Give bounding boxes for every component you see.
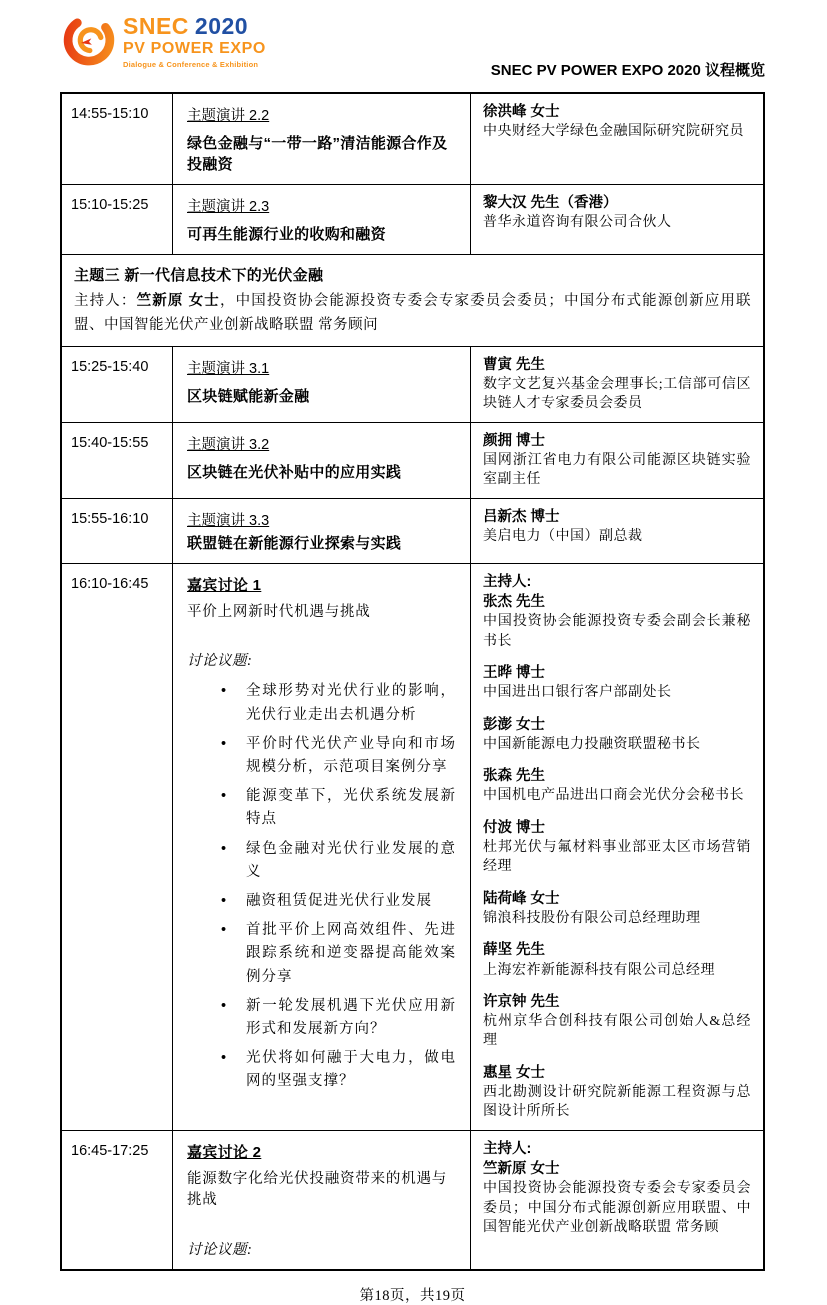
panel-speaker-block: [483, 715, 751, 755]
session-title: 联盟链在新能源行业探索与实践: [187, 534, 402, 552]
session-label: 主题演讲 3.2: [187, 436, 270, 453]
speaker-description: 锦浪科技股份有限公司总经理助理: [483, 910, 701, 926]
logo-snec-text: SNEC: [123, 12, 189, 39]
host-label: 主持人:: [483, 1140, 532, 1157]
table-row: [62, 499, 763, 564]
speaker-cell: [471, 185, 763, 254]
session-cell: [173, 347, 471, 422]
panel-speaker-block: [483, 889, 751, 929]
theme-host-line: [74, 290, 751, 338]
speaker-description: 美启电力（中国）副总裁: [483, 528, 643, 544]
speaker-name: 王晔 博士: [483, 664, 546, 681]
panel-cell: [173, 1131, 471, 1270]
snec-swirl-icon: [60, 10, 118, 73]
page-title: SNEC PV POWER EXPO 2020 议程概览: [490, 62, 765, 79]
discussion-topic: • 平价时代光伏产业导向和市场规模分析，示范项目案例分享: [219, 733, 456, 779]
panel-label: 嘉宾讨论 2: [187, 1143, 262, 1161]
panel-speaker-block: [483, 766, 751, 806]
speaker-description: 数字文艺复兴基金会理事长;工信部可信区块链人才专家委员会委员: [483, 377, 751, 412]
speaker-description: 西北勘测设计研究院新能源工程资源与总图设计所所长: [483, 1085, 751, 1120]
discussion-topic: • 全球形势对光伏行业的影响，光伏行业走出去机遇分析: [219, 680, 456, 726]
panel-topic-title: 平价上网新时代机遇与挑战: [187, 603, 371, 620]
session-label: 主题演讲 2.2: [187, 108, 270, 124]
speaker-name: 吕新杰 博士: [483, 508, 560, 525]
discussion-topic: • 绿色金融对光伏行业发展的意义: [219, 838, 456, 884]
time-cell: 16:45-17:25: [62, 1131, 173, 1270]
host-prefix: 主持人：: [74, 293, 137, 309]
panel-cell: [173, 564, 471, 1130]
panel-speaker-block: [483, 663, 751, 703]
theme-row: [62, 255, 763, 347]
speaker-description: 中国投资协会能源投资专委会专家委员会委员；中国分布式能源创新应用联盟、中国智能光伏产业创新战略联盟 常务顾: [483, 1181, 751, 1235]
panel-speaker-block: [483, 940, 751, 980]
speaker-name: 薛坚 先生: [483, 942, 546, 959]
panel-host-block: [483, 572, 751, 651]
session-label: 主题演讲 3.3: [187, 512, 270, 529]
panel-speakers-cell: [471, 564, 763, 1130]
speaker-cell: [471, 347, 763, 422]
logo-year-text: 2020: [194, 12, 249, 39]
session-cell: [173, 499, 471, 563]
page-header: [60, 10, 765, 84]
logo-line-1: [123, 12, 266, 39]
speaker-description: 中国投资协会能源投资专委会副会长兼秘书长: [483, 614, 751, 649]
discussion-topic: • 能源变革下，光伏系统发展新特点: [219, 785, 456, 831]
speaker-name: 许京钟 先生: [483, 993, 560, 1010]
speaker-name: 黎大汉 先生（香港）: [483, 195, 618, 211]
discussion-topic: • 融资租赁促进光伏行业发展: [219, 890, 456, 913]
speaker-name: 竺新原 女士: [483, 1161, 560, 1178]
host-name: 竺新原 女士: [136, 293, 220, 309]
speaker-description: 杜邦光伏与氟材料事业部亚太区市场营销经理: [483, 840, 751, 875]
speaker-name: 颜拥 博士: [483, 432, 546, 449]
theme-cell: [62, 255, 763, 346]
speaker-description: 中国机电产品进出口商会光伏分会秘书长: [483, 788, 744, 804]
speaker-description: 国网浙江省电力有限公司能源区块链实验室副主任: [483, 453, 751, 488]
speaker-description: 杭州京华合创科技有限公司创始人&总经理: [483, 1014, 751, 1049]
table-row: [62, 185, 763, 255]
speaker-description: 中国进出口银行客户部副处长: [483, 685, 672, 701]
speaker-description: 普华永道咨询有限公司合伙人: [483, 215, 672, 231]
logo-line-2: PV POWER EXPO: [123, 39, 266, 57]
table-row: [62, 347, 763, 423]
agenda-table: [60, 92, 765, 1271]
panel-topic-title: 能源数字化给光伏投融资带来的机遇与挑战: [187, 1170, 448, 1209]
speaker-name: 张杰 先生: [483, 593, 546, 610]
discussion-topic: • 首批平价上网高效组件、先进跟踪系统和逆变器提高能效案例分享: [219, 919, 456, 989]
panel-speaker-block: [483, 1063, 751, 1122]
topics-label: 讨论议题:: [187, 653, 253, 670]
session-cell: [173, 94, 471, 184]
session-label: 主题演讲 3.1: [187, 360, 270, 377]
host-label: 主持人:: [483, 573, 532, 590]
time-cell: 16:10-16:45: [62, 564, 173, 1130]
session-title: 绿色金融与“一带一路”清洁能源合作及投融资: [187, 135, 448, 173]
panel-row: [62, 564, 763, 1131]
panel-speakers-cell: [471, 1131, 763, 1270]
time-cell: 15:10-15:25: [62, 185, 173, 254]
session-cell: [173, 423, 471, 498]
table-row: [62, 423, 763, 499]
time-cell: 15:40-15:55: [62, 423, 173, 498]
snec-logo: [60, 10, 266, 73]
time-cell: 15:55-16:10: [62, 499, 173, 563]
panel-host-block: [483, 1139, 751, 1238]
speaker-cell: [471, 94, 763, 184]
session-cell: [173, 185, 471, 254]
session-title: 区块链赋能新金融: [187, 387, 310, 405]
speaker-description: 中国新能源电力投融资联盟秘书长: [483, 736, 701, 752]
table-row: [62, 94, 763, 185]
speaker-name: 张森 先生: [483, 768, 546, 785]
logo-wordmark: [123, 12, 266, 69]
speaker-name: 惠星 女士: [483, 1064, 546, 1081]
discussion-topic-list: [187, 680, 456, 1093]
speaker-cell: [471, 423, 763, 498]
speaker-name: 彭澎 女士: [483, 716, 546, 733]
time-cell: 15:25-15:40: [62, 347, 173, 422]
topics-label: 讨论议题:: [187, 1242, 253, 1259]
session-title: 区块链在光伏补贴中的应用实践: [187, 463, 402, 481]
speaker-name: 付波 博士: [483, 819, 546, 836]
panel-label: 嘉宾讨论 1: [187, 576, 262, 594]
page-number: 第18页，共19页: [359, 1288, 466, 1305]
session-title: 可再生能源行业的收购和融资: [187, 226, 386, 243]
panel-speaker-block: [483, 818, 751, 877]
speaker-name: 曹寅 先生: [483, 356, 546, 373]
host-affiliation: ，中国投资协会能源投资专委会专家委员会委员；中国分布式能源创新应用联盟、中国智能光伏产业创新战略联盟 常务顾问: [74, 293, 752, 333]
panel-row: [62, 1131, 763, 1270]
logo-tagline: Dialogue & Conference & Exhibition: [123, 59, 259, 69]
panel-speaker-block: [483, 992, 751, 1051]
speaker-description: 上海宏祚新能源科技有限公司总经理: [483, 962, 715, 978]
session-label: 主题演讲 2.3: [187, 199, 270, 215]
discussion-topic: • 光伏将如何融于大电力，做电网的坚强支撑？: [219, 1047, 456, 1093]
speaker-description: 中央财经大学绿色金融国际研究院研究员: [483, 124, 744, 140]
theme-title: 主题三 新一代信息技术下的光伏金融: [74, 267, 324, 284]
speaker-cell: [471, 499, 763, 563]
time-cell: 14:55-15:10: [62, 94, 173, 184]
speaker-name: 徐洪峰 女士: [483, 104, 560, 120]
discussion-topic: • 新一轮发展机遇下光伏应用新形式和发展新方向？: [219, 995, 456, 1041]
speaker-name: 陆荷峰 女士: [483, 890, 560, 907]
